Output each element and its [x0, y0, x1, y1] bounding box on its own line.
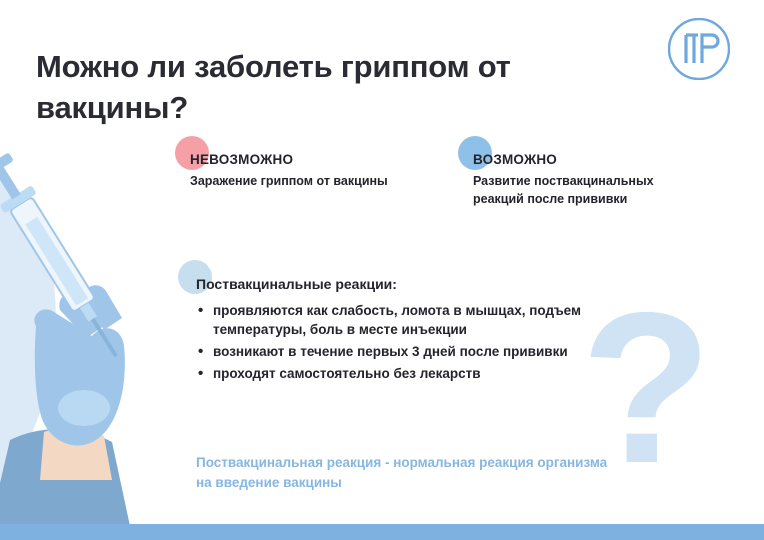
- syringe-hand-illustration: [0, 140, 210, 526]
- list-item: • проявляются как слабость, ломота в мышцах, подъем температуры, боль в месте инъекции: [196, 301, 636, 339]
- list-item: • проходят самостоятельно без лекарств: [196, 364, 636, 383]
- reactions-heading: Поствакцинальные реакции:: [196, 276, 397, 292]
- impossible-body: Заражение гриппом от вакцины: [190, 174, 388, 188]
- impossible-heading: НЕВОЗМОЖНО: [190, 152, 294, 167]
- logo-icon: [668, 18, 730, 80]
- possible-body: Развитие поствакцинальных реакций после прививки: [473, 174, 654, 206]
- bottom-accent-bar: [0, 524, 764, 540]
- footnote-text: Поствакцинальная реакция - нормальная реакция организма на введение вакцины: [196, 455, 608, 490]
- answer-column-possible: [473, 152, 703, 209]
- reactions-block: [196, 276, 636, 387]
- reactions-list: [196, 301, 636, 384]
- possible-heading: ВОЗМОЖНО: [473, 152, 557, 167]
- page-title: Можно ли заболеть гриппом от вакцины?: [36, 48, 511, 125]
- list-item: • возникают в течение первых 3 дней после прививки: [196, 342, 636, 361]
- answer-column-impossible: [190, 152, 420, 191]
- question-mark-decoration: ?: [580, 267, 712, 508]
